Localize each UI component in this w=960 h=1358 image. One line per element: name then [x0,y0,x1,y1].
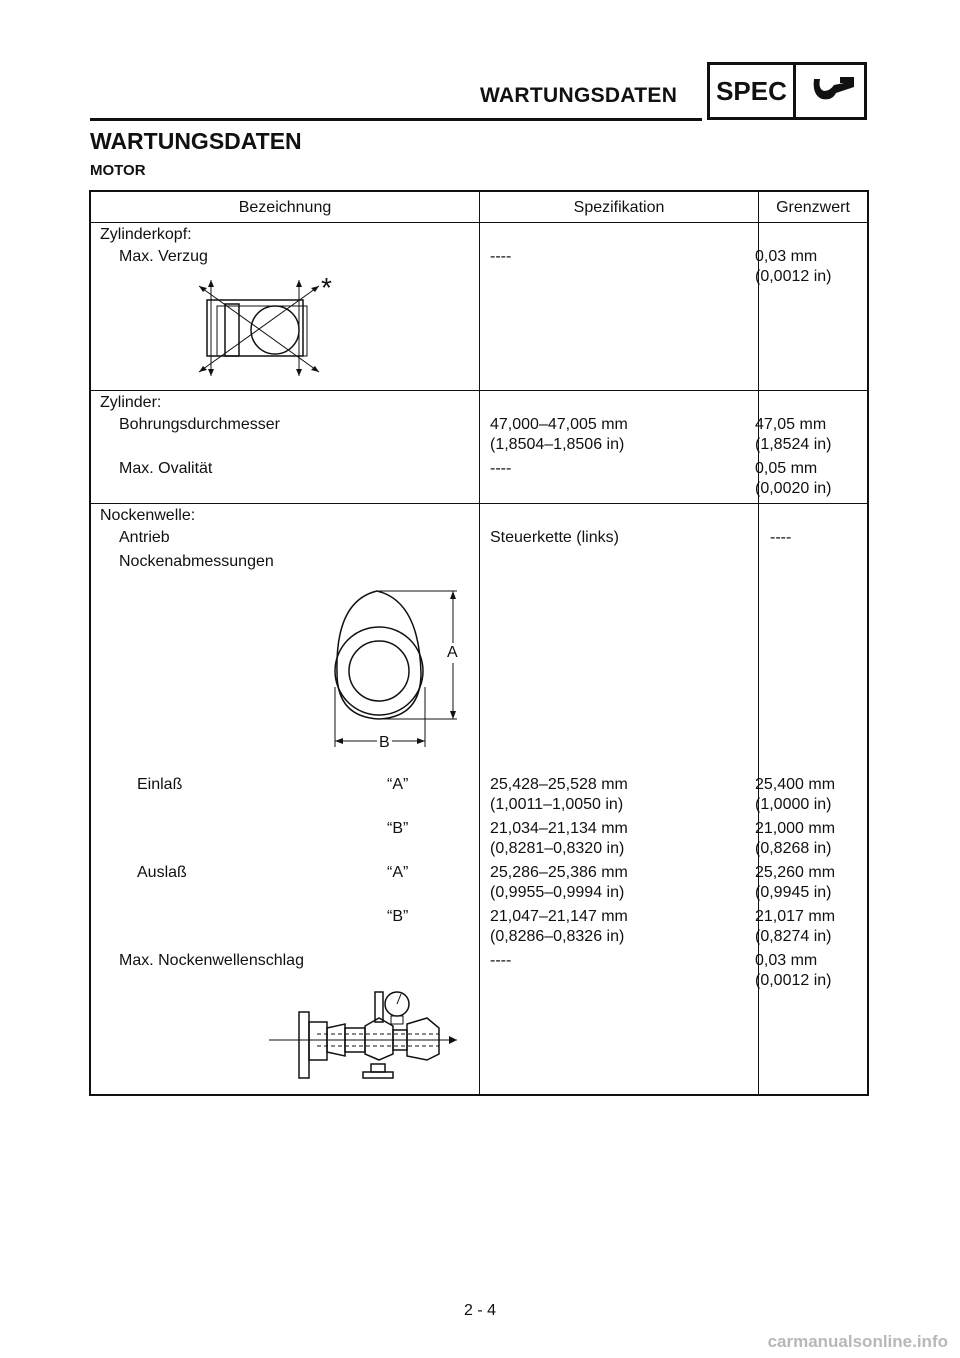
spec-badge [707,62,867,120]
spec-einlass-b-in: (0,8281–0,8320 in) [490,840,625,857]
label-nockenabmessungen: Nockenabmessungen [119,553,274,570]
column-header-bezeichnung: Bezeichnung [238,199,332,216]
cam-lobe-diagram [331,587,471,749]
spec-einlass-a-in: (1,0011–1,0050 in) [490,796,624,813]
spec-einlass-a-mm: 25,428–25,528 mm [490,776,628,793]
dimension-label-b: B [379,734,390,751]
dimension-label-a: A [447,644,458,661]
group-heading-nockenwelle: Nockenwelle: [100,507,196,524]
spec-max-verzug: ---- [490,248,512,265]
limit-antrieb: ---- [770,529,792,546]
spec-auslass-b-in: (0,8286–0,8326 in) [490,928,625,945]
limit-schlag-in: (0,0012 in) [755,972,832,989]
label-max-verzug: Max. Verzug [119,248,208,265]
limit-einlass-b-mm: 21,000 mm [755,820,836,837]
section-subtitle: MOTOR [90,162,146,179]
camshaft-runout-diagram [267,988,461,1084]
limit-einlass-a-in: (1,0000 in) [755,796,832,813]
limit-auslass-b-mm: 21,017 mm [755,908,836,925]
header-row-divider [91,222,867,223]
watermark: carmanualsonline.info [767,1332,948,1351]
limit-auslass-a-mm: 25,260 mm [755,864,836,881]
label-antrieb: Antrieb [119,529,170,546]
limit-schlag-mm: 0,03 mm [755,952,818,969]
spec-auslass-a-mm: 25,286–25,386 mm [490,864,628,881]
spec-antrieb: Steuerkette (links) [490,529,619,546]
limit-ovalitaet-in: (0,0020 in) [755,480,832,497]
limit-auslass-b-in: (0,8274 in) [755,928,832,945]
section-title: WARTUNGSDATEN [90,128,302,154]
spec-bohrung-mm: 47,000–47,005 mm [490,416,628,433]
spec-auslass-a-in: (0,9955–0,9994 in) [490,884,625,901]
limit-max-verzug-in: (0,0012 in) [755,268,832,285]
label-max-nockenwellenschlag: Max. Nockenwellenschlag [119,952,304,969]
spec-badge-label: SPEC [716,76,787,106]
limit-ovalitaet-mm: 0,05 mm [755,460,818,477]
row-divider [91,390,867,391]
spec-badge-divider [793,65,796,117]
header-title: WARTUNGSDATEN [480,84,678,107]
row-divider [91,503,867,504]
limit-bohrung-in: (1,8524 in) [755,436,832,453]
limit-einlass-b-in: (0,8268 in) [755,840,832,857]
spec-table [89,190,869,1096]
limit-max-verzug-mm: 0,03 mm [755,248,818,265]
spec-auslass-b-mm: 21,047–21,147 mm [490,908,628,925]
label-bohrungsdurchmesser: Bohrungsdurchmesser [119,416,280,433]
figure-mark-asterisk: * [321,272,332,303]
page-number: 2 - 4 [463,1302,496,1319]
tag-einlass-b: “B” [387,820,409,837]
limit-einlass-a-mm: 25,400 mm [755,776,836,793]
tag-auslass-a: “A” [387,864,409,881]
column-header-grenzwert: Grenzwert [776,199,850,216]
group-heading-zylinderkopf: Zylinderkopf: [100,226,192,243]
group-heading-zylinder: Zylinder: [100,394,162,411]
limit-auslass-a-in: (0,9945 in) [755,884,832,901]
spec-einlass-b-mm: 21,034–21,134 mm [490,820,628,837]
label-max-ovalitaet: Max. Ovalität [119,460,213,477]
header-rule [90,118,702,121]
tag-einlass-a: “A” [387,776,409,793]
spec-bohrung-in: (1,8504–1,8506 in) [490,436,625,453]
tag-auslass-b: “B” [387,908,409,925]
wrench-icon [810,73,858,109]
column-header-spezifikation: Spezifikation [573,199,665,216]
label-einlass: Einlaß [137,776,183,793]
spec-max-ovalitaet: ---- [490,460,512,477]
limit-bohrung-mm: 47,05 mm [755,416,827,433]
spec-max-nockenwellenschlag: ---- [490,952,512,969]
column-divider [479,192,480,1094]
label-auslass: Auslaß [137,864,187,881]
